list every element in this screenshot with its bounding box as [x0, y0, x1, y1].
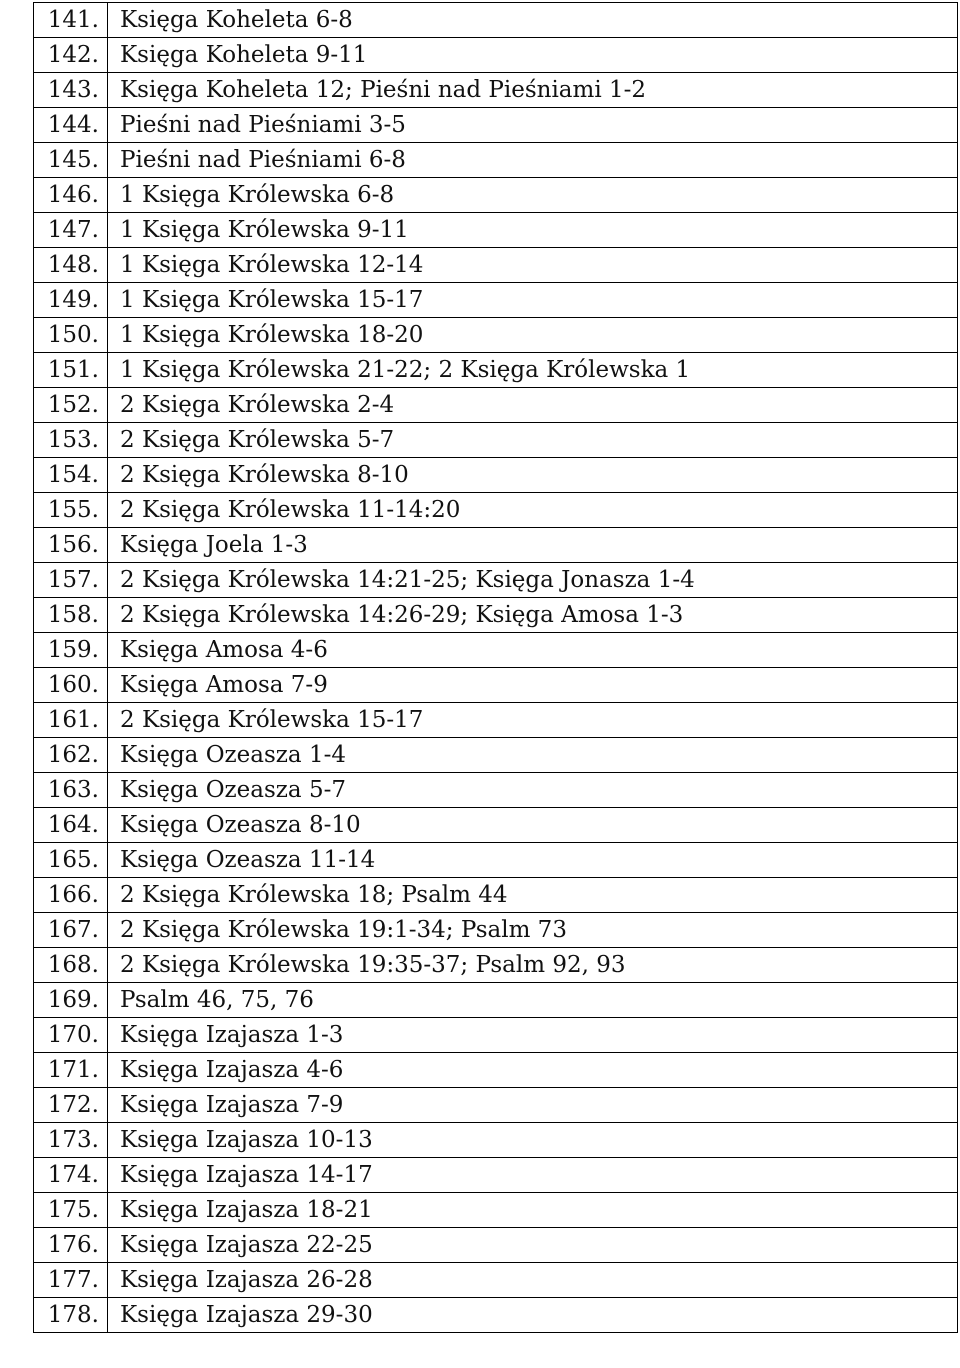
- reading-passage: 2 Księga Królewska 19:1-34; Psalm 73: [108, 913, 958, 948]
- reading-number: 177.: [34, 1263, 108, 1298]
- reading-passage: 1 Księga Królewska 18-20: [108, 318, 958, 353]
- reading-passage: Księga Amosa 7-9: [108, 668, 958, 703]
- table-row: [34, 598, 958, 633]
- table-row: [34, 878, 958, 913]
- reading-passage: 2 Księga Królewska 5-7: [108, 423, 958, 458]
- table-row: [34, 213, 958, 248]
- reading-passage: 2 Księga Królewska 15-17: [108, 703, 958, 738]
- table-row: [34, 843, 958, 878]
- reading-number: 144.: [34, 108, 108, 143]
- reading-passage: Księga Ozeasza 5-7: [108, 773, 958, 808]
- reading-passage: Pieśni nad Pieśniami 3-5: [108, 108, 958, 143]
- reading-plan-table: [33, 2, 958, 1333]
- reading-passage: 2 Księga Królewska 18; Psalm 44: [108, 878, 958, 913]
- reading-number: 178.: [34, 1298, 108, 1333]
- reading-number: 173.: [34, 1123, 108, 1158]
- table-row: [34, 1158, 958, 1193]
- reading-number: 161.: [34, 703, 108, 738]
- table-row: [34, 1298, 958, 1333]
- reading-passage: 2 Księga Królewska 2-4: [108, 388, 958, 423]
- table-row: [34, 283, 958, 318]
- table-row: [34, 38, 958, 73]
- reading-passage: Księga Koheleta 9-11: [108, 38, 958, 73]
- reading-number: 154.: [34, 458, 108, 493]
- reading-passage: Księga Izajasza 1-3: [108, 1018, 958, 1053]
- table-row: [34, 108, 958, 143]
- reading-passage: Księga Izajasza 18-21: [108, 1193, 958, 1228]
- table-row: [34, 423, 958, 458]
- reading-number: 153.: [34, 423, 108, 458]
- reading-number: 143.: [34, 73, 108, 108]
- reading-passage: Księga Izajasza 26-28: [108, 1263, 958, 1298]
- table-row: [34, 1053, 958, 1088]
- reading-number: 147.: [34, 213, 108, 248]
- reading-number: 170.: [34, 1018, 108, 1053]
- reading-number: 155.: [34, 493, 108, 528]
- reading-number: 148.: [34, 248, 108, 283]
- table-row: [34, 178, 958, 213]
- table-row: [34, 318, 958, 353]
- table-row: [34, 1123, 958, 1158]
- table-row: [34, 668, 958, 703]
- reading-number: 162.: [34, 738, 108, 773]
- table-row: [34, 248, 958, 283]
- table-row: [34, 1193, 958, 1228]
- table-row: [34, 808, 958, 843]
- reading-passage: 2 Księga Królewska 14:26-29; Księga Amosa 1-3: [108, 598, 958, 633]
- reading-passage: Księga Koheleta 12; Pieśni nad Pieśniami 1-2: [108, 73, 958, 108]
- reading-number: 169.: [34, 983, 108, 1018]
- reading-passage: 2 Księga Królewska 14:21-25; Księga Jonasza 1-4: [108, 563, 958, 598]
- reading-number: 156.: [34, 528, 108, 563]
- reading-number: 159.: [34, 633, 108, 668]
- table-row: [34, 1088, 958, 1123]
- reading-number: 176.: [34, 1228, 108, 1263]
- reading-passage: Księga Koheleta 6-8: [108, 3, 958, 38]
- reading-number: 146.: [34, 178, 108, 213]
- reading-number: 174.: [34, 1158, 108, 1193]
- reading-passage: Pieśni nad Pieśniami 6-8: [108, 143, 958, 178]
- reading-number: 150.: [34, 318, 108, 353]
- table-row: [34, 983, 958, 1018]
- reading-number: 141.: [34, 3, 108, 38]
- reading-number: 172.: [34, 1088, 108, 1123]
- table-row: [34, 948, 958, 983]
- reading-passage: Księga Joela 1-3: [108, 528, 958, 563]
- reading-number: 165.: [34, 843, 108, 878]
- reading-number: 157.: [34, 563, 108, 598]
- table-row: [34, 493, 958, 528]
- table-row: [34, 738, 958, 773]
- table-row: [34, 913, 958, 948]
- reading-number: 164.: [34, 808, 108, 843]
- reading-passage: Księga Ozeasza 11-14: [108, 843, 958, 878]
- reading-passage: Psalm 46, 75, 76: [108, 983, 958, 1018]
- reading-passage: 1 Księga Królewska 6-8: [108, 178, 958, 213]
- table-row: [34, 1018, 958, 1053]
- reading-number: 142.: [34, 38, 108, 73]
- reading-number: 149.: [34, 283, 108, 318]
- reading-passage: 1 Księga Królewska 12-14: [108, 248, 958, 283]
- reading-number: 151.: [34, 353, 108, 388]
- table-row: [34, 1263, 958, 1298]
- reading-passage: 2 Księga Królewska 8-10: [108, 458, 958, 493]
- reading-passage: Księga Izajasza 29-30: [108, 1298, 958, 1333]
- reading-number: 158.: [34, 598, 108, 633]
- reading-passage: Księga Ozeasza 8-10: [108, 808, 958, 843]
- reading-number: 168.: [34, 948, 108, 983]
- table-row: [34, 563, 958, 598]
- table-row: [34, 3, 958, 38]
- table-row: [34, 773, 958, 808]
- table-row: [34, 1228, 958, 1263]
- reading-passage: 1 Księga Królewska 9-11: [108, 213, 958, 248]
- reading-passage: Księga Izajasza 22-25: [108, 1228, 958, 1263]
- table-row: [34, 388, 958, 423]
- table-row: [34, 633, 958, 668]
- reading-number: 145.: [34, 143, 108, 178]
- table-row: [34, 458, 958, 493]
- reading-passage: Księga Izajasza 14-17: [108, 1158, 958, 1193]
- reading-passage: Księga Izajasza 7-9: [108, 1088, 958, 1123]
- reading-passage: 2 Księga Królewska 19:35-37; Psalm 92, 93: [108, 948, 958, 983]
- reading-plan-body: [34, 3, 958, 1333]
- reading-number: 166.: [34, 878, 108, 913]
- reading-passage: Księga Amosa 4-6: [108, 633, 958, 668]
- reading-passage: 1 Księga Królewska 21-22; 2 Księga Królewska 1: [108, 353, 958, 388]
- table-row: [34, 73, 958, 108]
- reading-number: 163.: [34, 773, 108, 808]
- reading-number: 160.: [34, 668, 108, 703]
- reading-passage: Księga Ozeasza 1-4: [108, 738, 958, 773]
- table-row: [34, 143, 958, 178]
- table-row: [34, 528, 958, 563]
- reading-number: 152.: [34, 388, 108, 423]
- reading-passage: 2 Księga Królewska 11-14:20: [108, 493, 958, 528]
- table-row: [34, 703, 958, 738]
- reading-passage: Księga Izajasza 10-13: [108, 1123, 958, 1158]
- reading-number: 175.: [34, 1193, 108, 1228]
- table-row: [34, 353, 958, 388]
- reading-passage: Księga Izajasza 4-6: [108, 1053, 958, 1088]
- reading-number: 171.: [34, 1053, 108, 1088]
- reading-number: 167.: [34, 913, 108, 948]
- reading-passage: 1 Księga Królewska 15-17: [108, 283, 958, 318]
